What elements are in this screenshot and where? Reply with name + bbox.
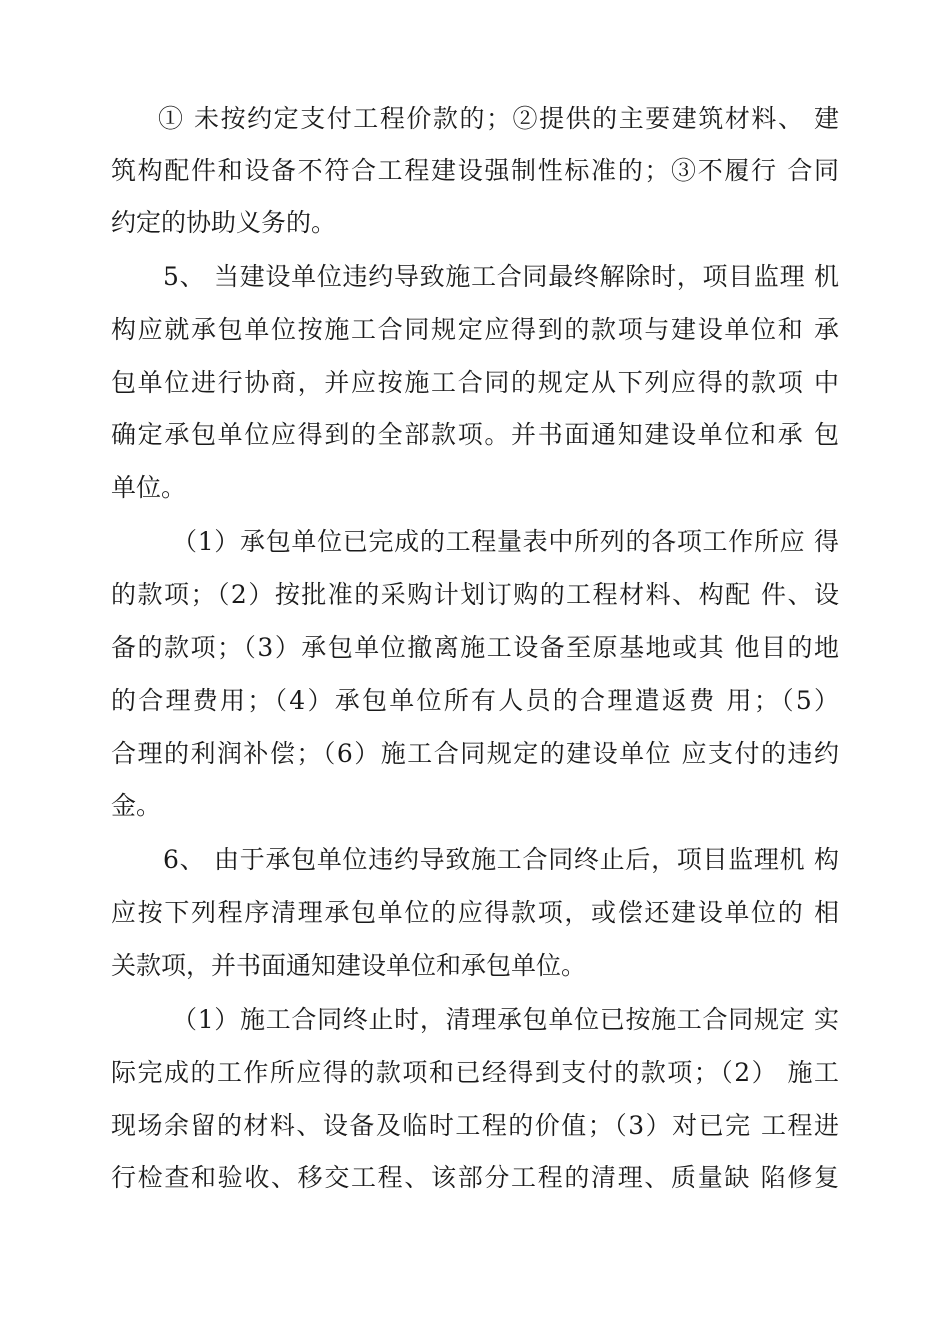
text-line: 行检查和验收、移交工程、该部分工程的清理、质量缺 陷修复 — [111, 1163, 839, 1192]
text-line: 际完成的工作所应得的款项和已经得到支付的款项；（2） 施工 — [111, 1058, 839, 1087]
text-line: 确定承包单位应得到的全部款项。并书面通知建设单位和承 包 — [111, 420, 839, 449]
text-line: 构应就承包单位按施工合同规定应得到的款项与建设单位和 承 — [111, 315, 839, 344]
text-line: 5、 当建设单位违约导致施工合同最终解除时，项目监理 机 — [163, 262, 839, 291]
text-line: 约定的协助义务的。 — [111, 208, 337, 237]
text-line: 6、 由于承包单位违约导致施工合同终止后，项目监理机 构 — [163, 845, 839, 874]
text-line: （1）施工合同终止时，清理承包单位已按施工合同规定 实 — [172, 1005, 839, 1034]
text-line: 关款项，并书面通知建设单位和承包单位。 — [111, 951, 587, 980]
text-line: 包单位进行协商，并应按施工合同的规定从下列应得的款项 中 — [111, 368, 839, 397]
text-line: 金。 — [111, 791, 162, 820]
text-line: 筑构配件和设备不符合工程建设强制性标准的；③不履行 合同 — [111, 156, 839, 185]
text-line: 的款项；（2）按批准的采购计划订购的工程材料、构配 件、设 — [111, 580, 839, 609]
text-line: 现场余留的材料、设备及临时工程的价值；（3）对已完 工程进 — [111, 1111, 839, 1140]
text-line: ① 未按约定支付工程价款的；②提供的主要建筑材料、 建 — [158, 104, 839, 133]
text-line: 合理的利润补偿；（6）施工合同规定的建设单位 应支付的违约 — [111, 739, 839, 768]
text-line: 应按下列程序清理承包单位的应得款项，或偿还建设单位的 相 — [111, 898, 839, 927]
text-line: 单位。 — [111, 473, 187, 502]
text-line: 备的款项；（3）承包单位撤离施工设备至原基地或其 他目的地 — [111, 633, 839, 662]
text-line: 的合理费用；（4）承包单位所有人员的合理遣返费 用；（5） — [111, 686, 839, 715]
text-line: （1）承包单位已完成的工程量表中所列的各项工作所应 得 — [172, 527, 839, 556]
